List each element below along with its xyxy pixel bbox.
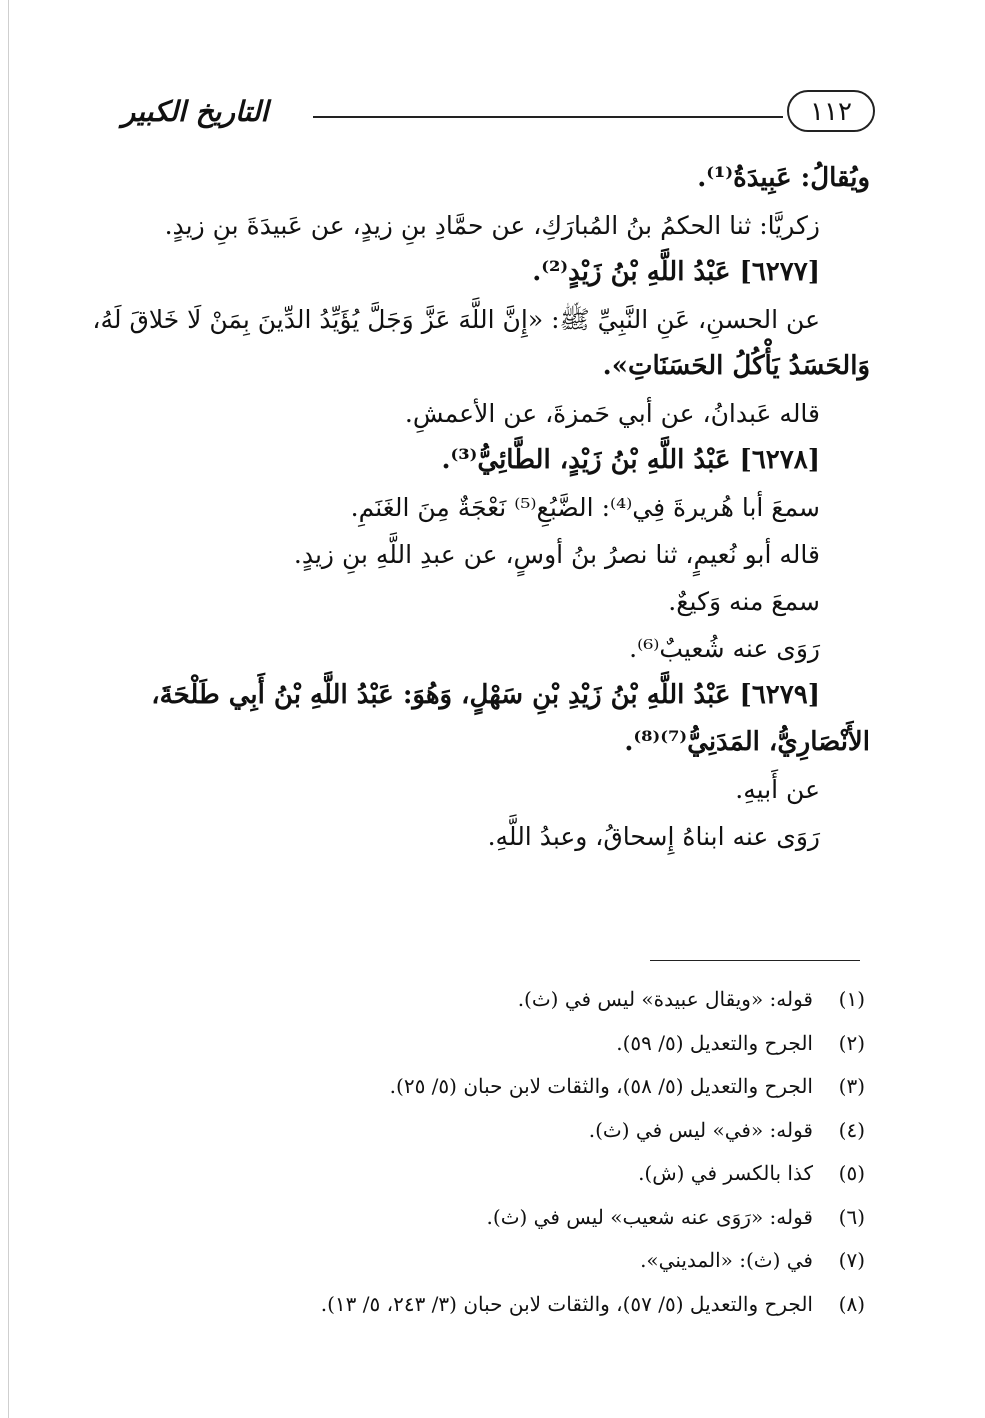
text-line: رَوَى عنه ابناهُ إِسحاقُ، وعبدُ اللَّهِ. — [487, 822, 820, 851]
text-line: الأَنْصَارِيُّ، المَدَنِيُّ⁽⁷⁾⁽⁸⁾. — [624, 727, 870, 757]
footnote-number: (٣) — [838, 1074, 865, 1098]
footnote-text: قوله: «في» ليس في (ث). — [588, 1117, 813, 1142]
footnote-separator — [650, 960, 860, 961]
footnote-text: الجرح والتعديل (٥/ ٥٩). — [616, 1030, 813, 1055]
text-line: رَوَى عنه شُعيبٌ⁽⁶⁾. — [629, 634, 820, 663]
text-line: سمعَ أبا هُريرةَ فِي⁽⁴⁾: الضَّبُعِ⁽⁵⁾ نَعْجَةٌ مِنَ الغَنَمِ. — [350, 493, 820, 522]
footnote-number: (٢) — [838, 1030, 865, 1055]
footnote — [125, 1109, 870, 1153]
footnote-text: كذا بالكسر في (ش). — [638, 1161, 813, 1185]
page-number: ١١٢ — [787, 90, 875, 132]
entry-heading: [٦٢٧٧] عَبْدُ اللَّهِ بْنُ زَيْدٍ⁽²⁾. — [532, 257, 820, 287]
footnote-text: في (ث): «المديني». — [640, 1248, 813, 1272]
footnote-number: (٥) — [838, 1161, 865, 1185]
footnotes — [125, 978, 870, 1326]
text-line: قاله عَبدانُ، عن أبي حَمزةَ، عن الأعمشِ. — [404, 399, 820, 428]
footnote — [125, 1065, 870, 1109]
footnote — [125, 1239, 870, 1283]
footnote-text: قوله: «رَوَى عنه شعيب» ليس في (ث). — [486, 1204, 813, 1229]
text-line: سمعَ منه وَكيعٌ. — [668, 587, 820, 616]
text-line: ويُقالُ: عَبِيدَةُ⁽¹⁾. — [697, 163, 870, 193]
footnote-text: الجرح والتعديل (٥/ ٥٧)، والثقات لابن حبان (٣/ ٢٤٣، ٥/ ١٣). — [320, 1291, 813, 1316]
footnote-number: (٨) — [838, 1291, 865, 1316]
book-title: التاريخ الكبير — [121, 95, 269, 128]
entry-heading: [٦٢٧٩] عَبْدُ اللَّهِ بْنُ زَيْدِ بْنِ سَهْلٍ، وَهُوَ: عَبْدُ اللَّهِ بْنُ أَبِي طَلْحَةَ، — [151, 680, 820, 710]
entry-heading: [٦٢٧٨] عَبْدُ اللَّهِ بْنُ زَيْدٍ، الطَّائِيُّ⁽³⁾. — [441, 445, 820, 475]
footnote — [125, 1152, 870, 1196]
footnote-number: (٧) — [838, 1248, 865, 1272]
main-text — [92, 155, 870, 860]
footnote-number: (٦) — [838, 1204, 865, 1229]
header-rule — [313, 116, 783, 118]
footnote — [125, 1022, 870, 1066]
text-line: وَالحَسَدُ يَأْكُلُ الحَسَنَاتِ». — [602, 351, 870, 381]
text-line: قاله أبو نُعيمٍ، ثنا نصرُ بنُ أوسٍ، عن عبدِ اللَّهِ بنِ زيدٍ. — [293, 540, 820, 569]
footnote-number: (٤) — [838, 1117, 865, 1142]
text-line: زكريَّا: ثنا الحكمُ بنُ المُبارَكِ، عن حمَّادِ بنِ زيدٍ، عن عَبيدَةَ بنِ زيدٍ. — [164, 211, 820, 240]
footnote — [125, 978, 870, 1022]
footnote — [125, 1196, 870, 1240]
binding-edge — [8, 0, 9, 1418]
footnote-number: (١) — [838, 987, 865, 1011]
footnote — [125, 1283, 870, 1327]
page-header — [120, 88, 875, 148]
footnote-text: الجرح والتعديل (٥/ ٥٨)، والثقات لابن حبان (٥/ ٢٥). — [389, 1074, 813, 1098]
text-line: عن الحسنِ، عَنِ النَّبِيِّ ﷺ: «إِنَّ اللَّهَ عَزَّ وَجَلَّ يُؤَيِّدُ الدِّينَ بِمَنْ لَا خَلاقَ لَهُ، — [92, 305, 820, 334]
footnote-text: قوله: «ويقال عبيدة» ليس في (ث). — [517, 987, 813, 1011]
text-line: عن أَبيهِ. — [735, 775, 820, 804]
